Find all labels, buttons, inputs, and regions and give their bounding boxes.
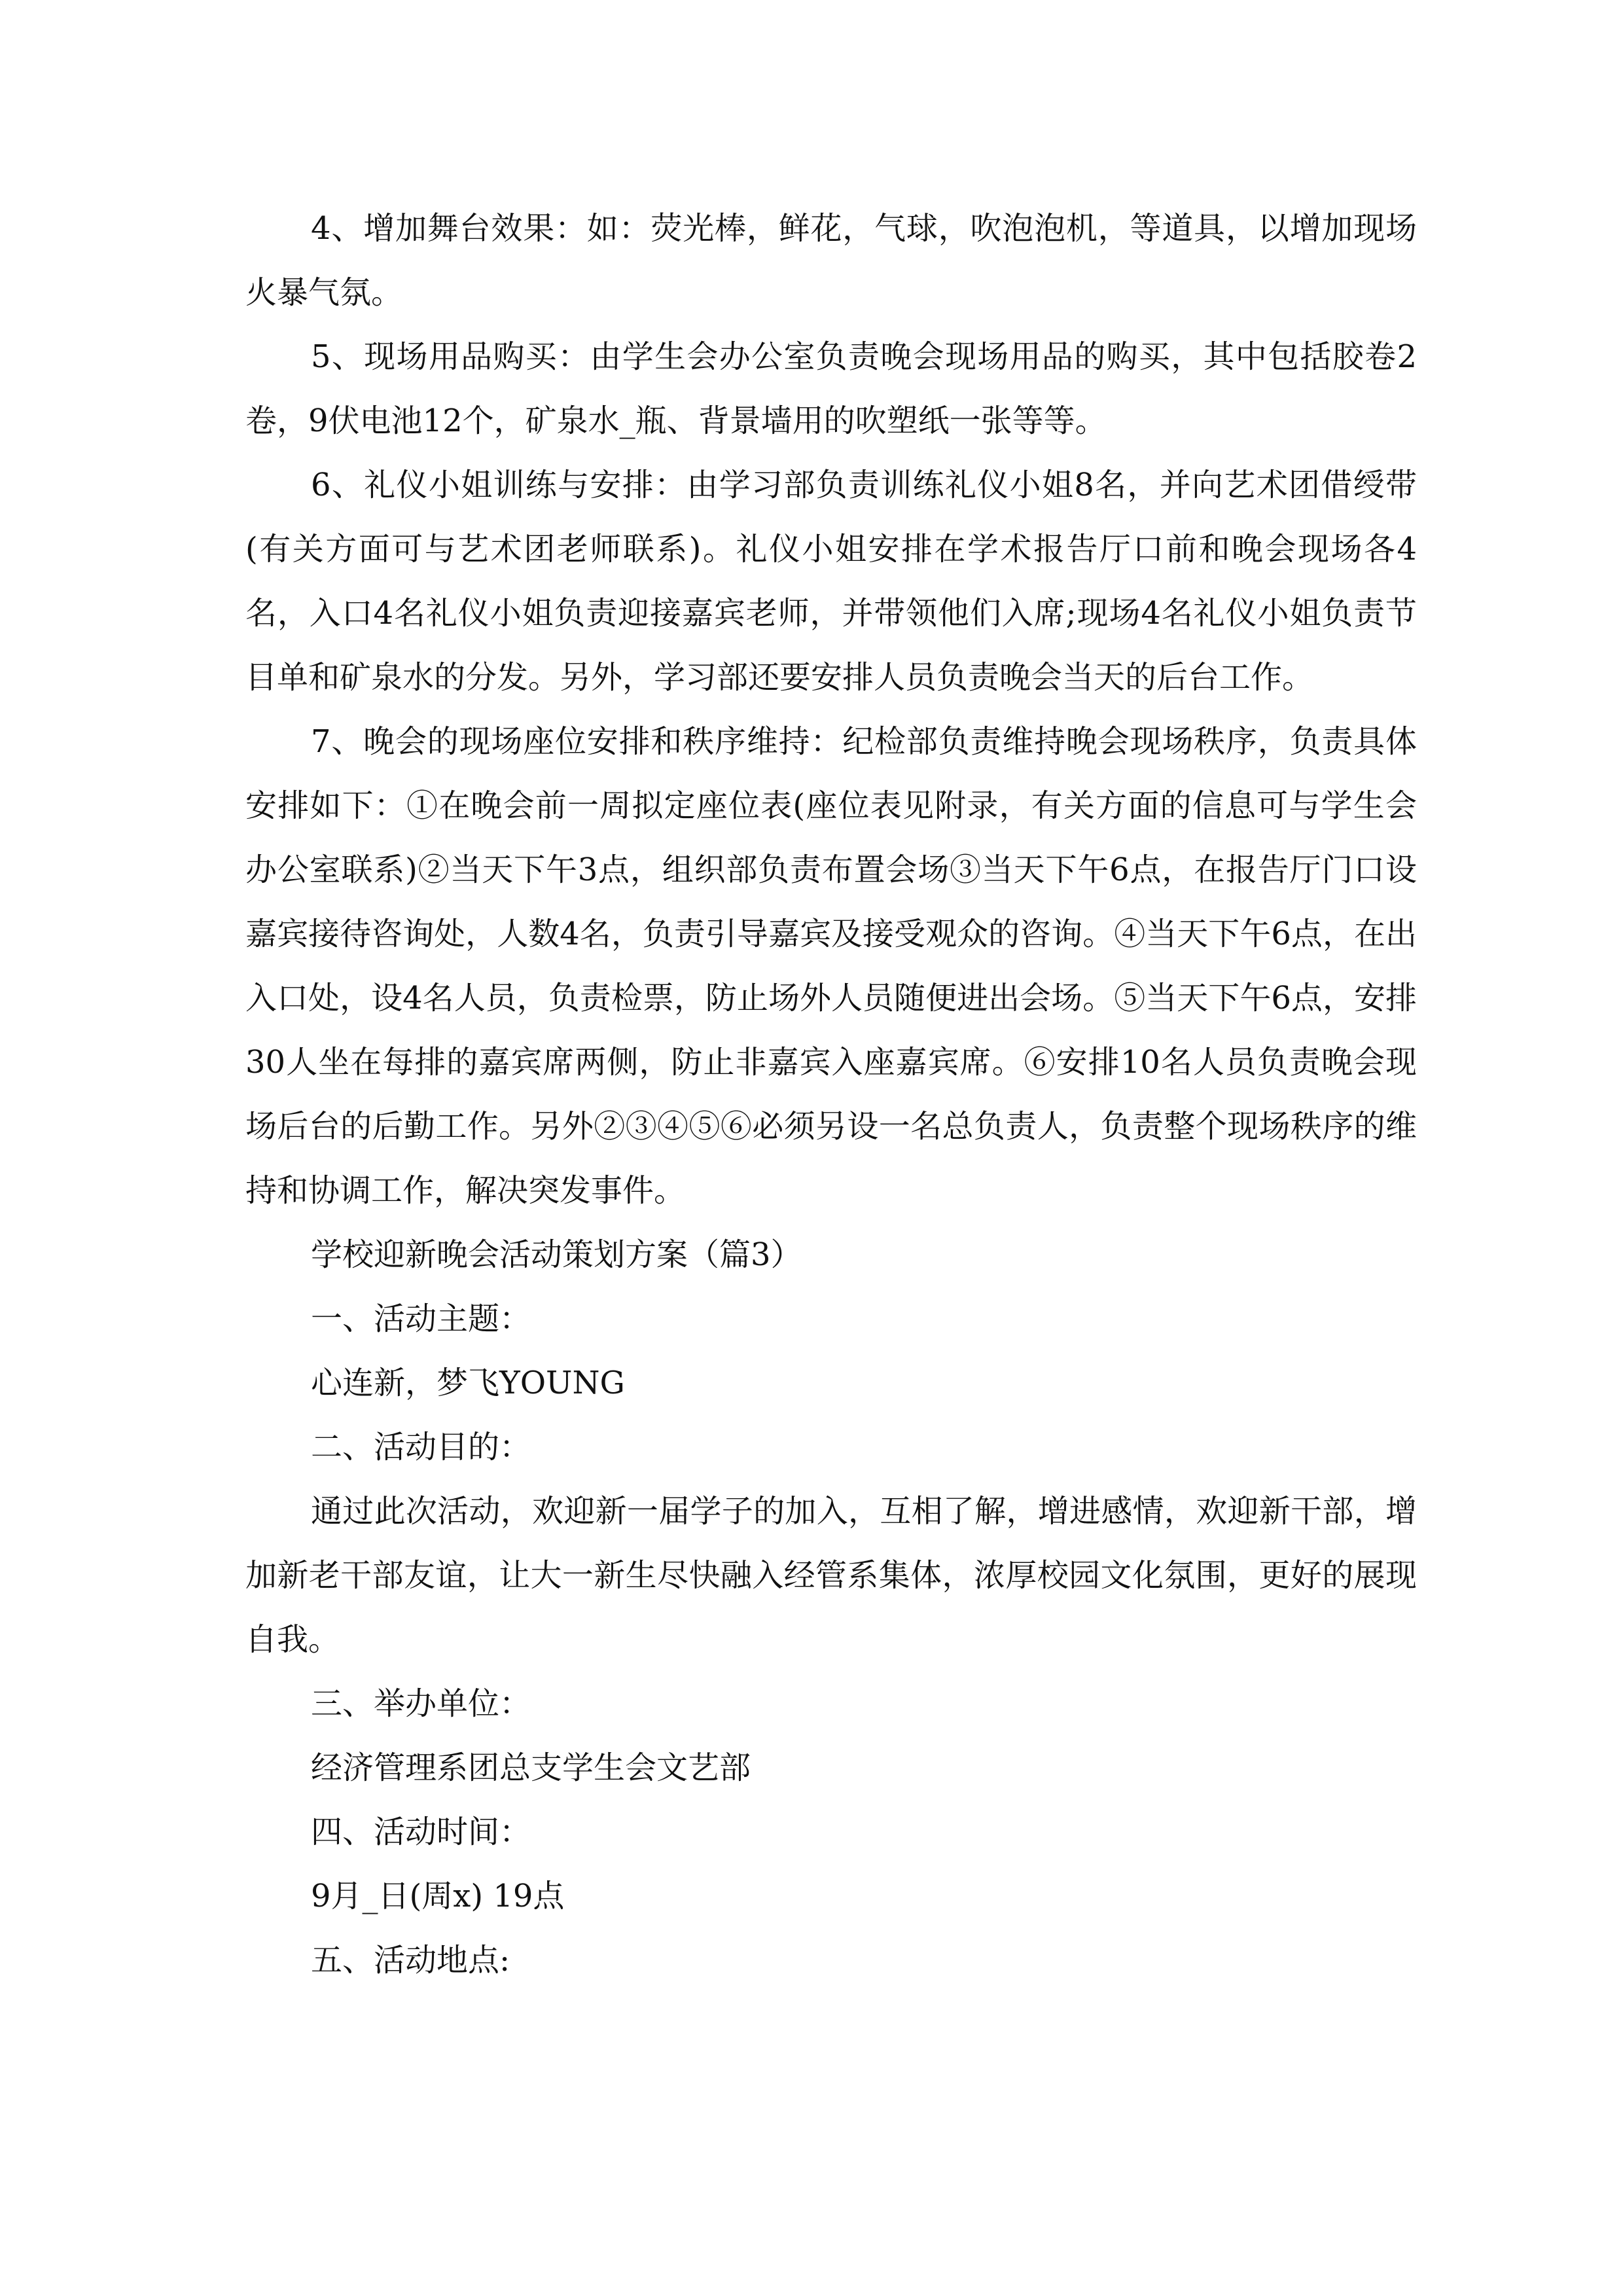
time-heading: 四、活动时间： xyxy=(311,1814,531,1850)
purpose-heading: 二、活动目的： xyxy=(311,1429,531,1465)
paragraph-seating-order: 7、晚会的现场座位安排和秩序维持：纪检部负责维持晚会现场秩序，负责具体安排如下：①在晚会前一周拟定座位表(座位表见附录，有关方面的信息可与学生会办公室联系)②当天下午3点，组织部负责布置会场③当天下午6点，在报告厅门口设嘉宾接待咨询处，人数4名，负责引导嘉宾及接受观众的咨询。④当天下午6点，在出入口处，设4名人员，负责检票，防止场外人员随便进出会场。⑤当天下午6点，安排30人坐在每排的嘉宾席两侧，防止非嘉宾入座嘉宾席。⑥安排10名人员负责晚会现场后台的后勤工作。另外②③④⑤⑥必须另设一名总负责人，负责整个现场秩序的维持和协调工作，解决突发事件。 xyxy=(245,723,1417,1209)
paragraph-stage-effects: 4、增加舞台效果：如：荧光棒，鲜花，气球，吹泡泡机，等道具，以增加现场火暴气氛。 xyxy=(245,210,1417,311)
organizer-heading: 三、举办单位： xyxy=(311,1685,531,1722)
paragraph-etiquette-staff: 6、礼仪小姐训练与安排：由学习部负责训练礼仪小姐8名，并向艺术团借绶带(有关方面可与艺术团老师联系)。礼仪小姐安排在学术报告厅口前和晚会现场各4名，入口4名礼仪小姐负责迎接嘉宾老师，并带领他们入席;现场4名礼仪小姐负责节目单和矿泉水的分发。另外，学习部还要安排人员负责晚会当天的后台工作。 xyxy=(245,467,1417,696)
location-heading: 五、活动地点: xyxy=(311,1942,510,1979)
section-title: 学校迎新晚会活动策划方案（篇3） xyxy=(311,1236,802,1273)
theme-text: 心连新，梦飞YOUNG xyxy=(311,1365,625,1401)
paragraph-supplies-purchase: 5、现场用品购买：由学生会办公室负责晚会现场用品的购买，其中包括胶卷2卷，9伏电池12个，矿泉水_瓶、背景墙用的吹塑纸一张等等。 xyxy=(245,338,1417,439)
document-body xyxy=(245,196,1417,1992)
purpose-text: 通过此次活动，欢迎新一届学子的加入，互相了解，增进感情，欢迎新干部，增加新老干部友谊，让大一新生尽快融入经管系集体，浓厚校园文化氛围，更好的展现自我。 xyxy=(245,1493,1417,1658)
organizer-text: 经济管理系团总支学生会文艺部 xyxy=(311,1749,751,1786)
theme-heading: 一、活动主题： xyxy=(311,1300,531,1337)
time-text: 9月_日(周x) 19点 xyxy=(311,1878,565,1914)
